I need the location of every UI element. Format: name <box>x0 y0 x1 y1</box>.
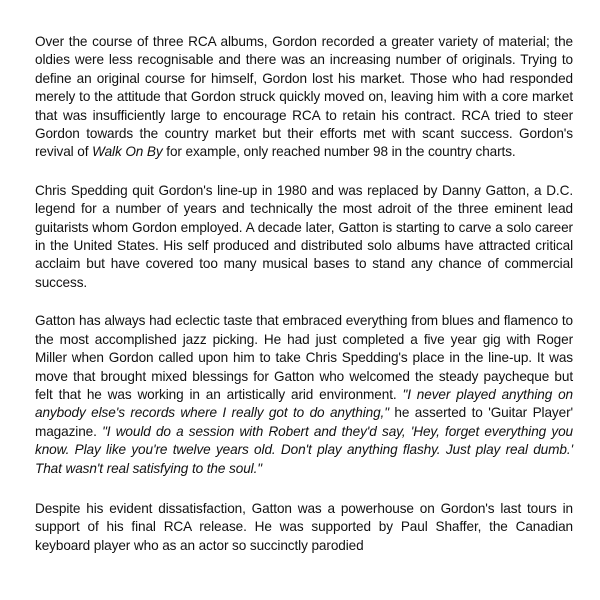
paragraph-chris-spedding: Chris Spedding quit Gordon's line-up in 1980 and was replaced by Danny Gatton, a D.C. legend for a number of years and technically the most adroit of the three eminent lead guitarists whom Gordon employed. A decade later, Gatton is starting to carve a solo career in the United States. His self produced and distributed solo albums have attracted critical acclaim but have covered too many musical bases to stand any chance of commercial success. <box>35 182 573 290</box>
paragraph-final-tours: Despite his evident dissatisfaction, Gatton was a powerhouse on Gordon's last tours in support of his final RCA release. He was supported by Paul Shaffer, the Canadian keyboard player who as an actor so succinctly parodied <box>35 500 573 553</box>
gatton-quote-session: "I would do a session with Robert and they'd say, 'Hey, forget everything you know. Play like you're twelve years old. Don't play anything flashy. Just play real dumb.' That wasn't real satisfying to the soul." <box>35 423 573 476</box>
gatton-quote-records: "I never played anything on anybody else's records where I really got to do anything," <box>35 386 573 421</box>
song-title-walk-on-by: Walk On By <box>92 144 163 160</box>
paragraph-rca-albums <box>35 33 573 162</box>
paragraph-rca-albums-text: Over the course of three RCA albums, Gordon recorded a greater variety of material; the oldies were less recognisable and there was an increasing number of originals. Trying to define an original course for himself, Gordon lost his market. Those who had responded merely to the attitude that Gordon struck quickly moved on, leaving him with a core market that was insufficiently large to encourage RCA to retain his contract. RCA tried to steer Gordon towards the country market but their efforts met with scant success. Gordon's revival of <box>35 34 573 160</box>
paragraph-gatton-taste-text: Gatton has always had eclectic taste that embraced everything from blues and flamenco to the most accomplished jazz picking. He had just completed a five year gig with Roger Miller when Gordon called upon him to take Chris Spedding's place in the line-up. It was move that brought mixed blessings for Gatton who welcomed the steady paycheque but felt that he was working in an artistically arid environment. <box>35 313 573 402</box>
paragraph-gatton-taste <box>35 312 573 478</box>
paragraph-gatton-taste-attribution: he asserted to 'Guitar Player' magazine. <box>35 405 573 439</box>
paragraph-rca-albums-ending: for example, only reached number 98 in the country charts. <box>162 144 516 160</box>
